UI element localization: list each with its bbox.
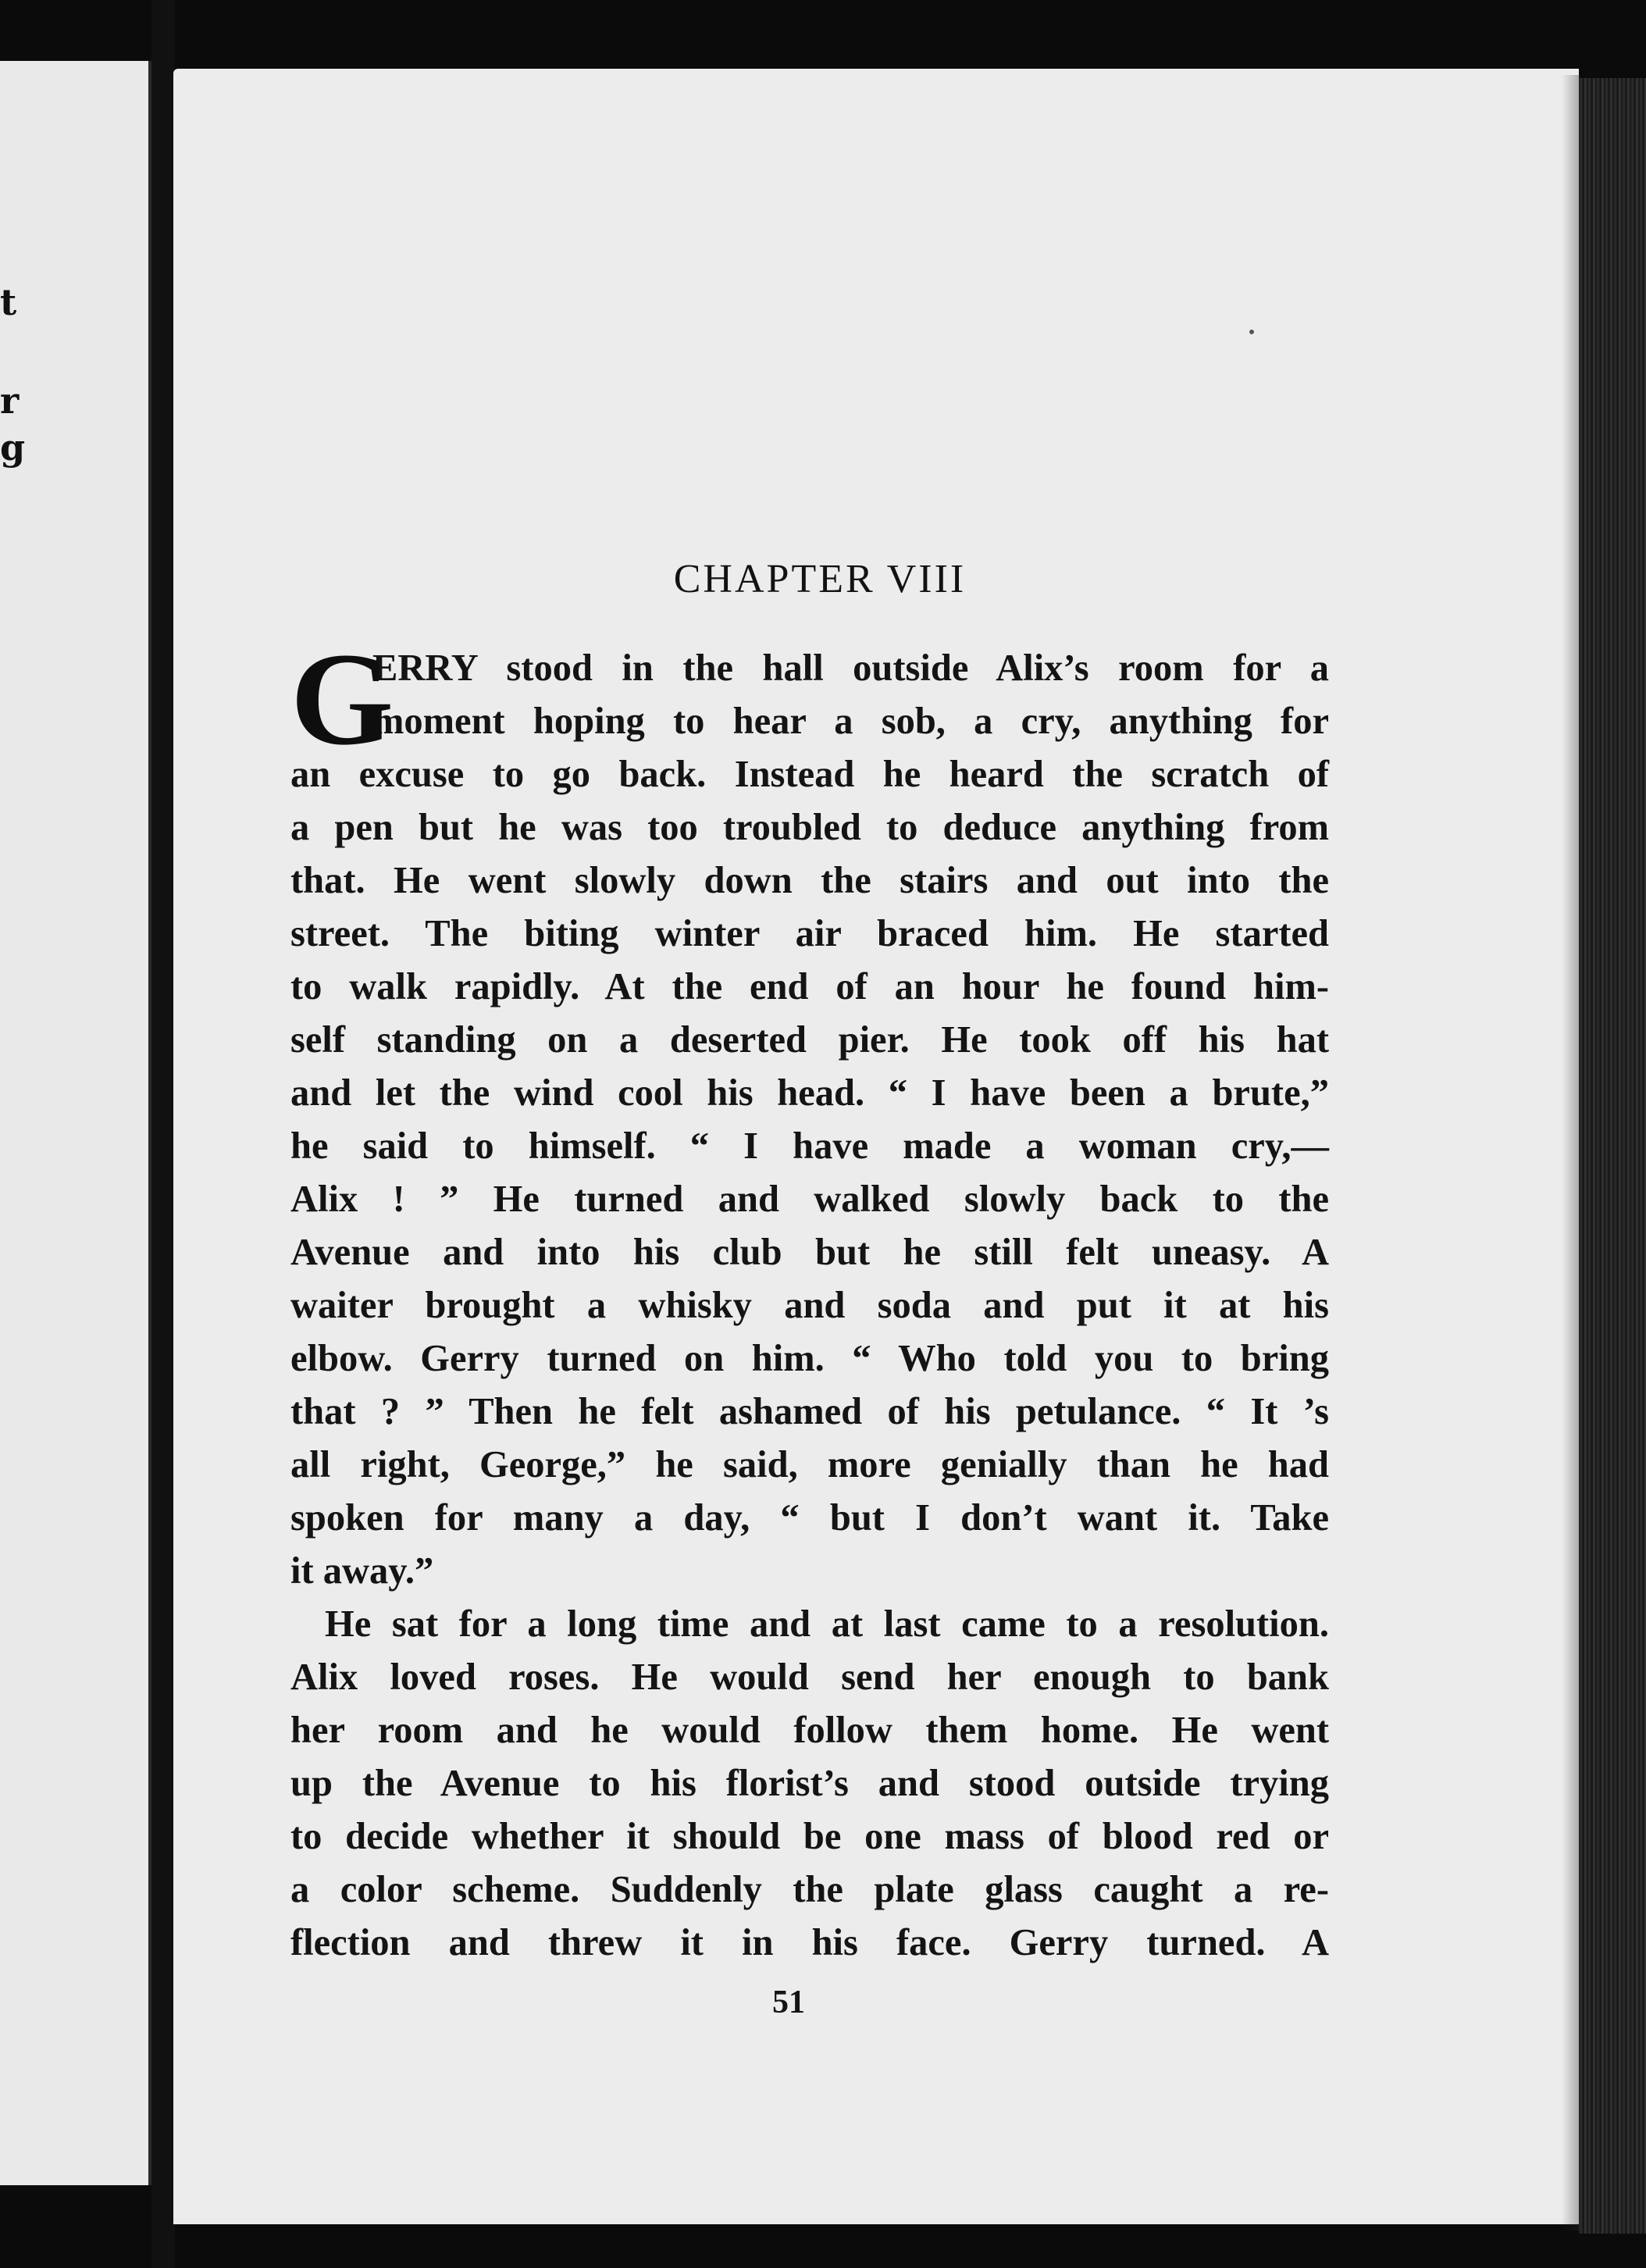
book-gutter: [151, 0, 175, 2268]
text-line: that ? ” Then he felt ashamed of his petulance. “ It ’s: [290, 1391, 1329, 1432]
text-line: an excuse to go back. Instead he heard the scratch of: [290, 754, 1329, 795]
text-line: elbow. Gerry turned on him. “ Who told you to bring: [290, 1338, 1329, 1379]
text-line: all right, George,” he said, more genially than he had: [290, 1444, 1329, 1485]
text-line: to decide whether it should be one mass of blood red or: [290, 1816, 1329, 1857]
text-line: flection and threw it in his face. Gerry turned. A: [290, 1922, 1329, 1963]
text-line: and let the wind cool his head. “ I have been a brute,”: [290, 1072, 1329, 1114]
text-line: Avenue and into his club but he still felt uneasy. A: [290, 1232, 1329, 1273]
text-line: to walk rapidly. At the end of an hour he found him-: [290, 966, 1329, 1007]
text-line: spoken for many a day, “ but I don’t want it. Take: [290, 1497, 1329, 1539]
text-line: that. He went slowly down the stairs and out into the: [290, 860, 1329, 901]
text-line: self standing on a deserted pier. He took off his hat: [290, 1019, 1329, 1061]
text-line: her room and he would follow them home. He went: [290, 1710, 1329, 1751]
paragraph-2: [290, 1598, 1329, 1970]
page-number: 51: [772, 1984, 805, 2020]
text-line: Alix ! ” He turned and walked slowly back to the: [290, 1179, 1329, 1220]
text-line: moment hoping to hear a sob, a cry, anything for: [372, 701, 1329, 742]
text-line: up the Avenue to his florist’s and stood outside trying: [290, 1763, 1329, 1804]
text-line: He sat for a long time and at last came to a resolution.: [325, 1603, 1329, 1645]
previous-page-fragment: t: [0, 281, 17, 323]
page-edge-shadow: [1562, 75, 1580, 2231]
scan-speck: [1249, 330, 1254, 334]
text-line: he said to himself. “ I have made a woman cry,—: [290, 1125, 1329, 1167]
previous-page-fragment: r: [0, 380, 20, 422]
text-line: waiter brought a whisky and soda and put it at his: [290, 1285, 1329, 1326]
text-line: it away.”: [290, 1550, 434, 1592]
previous-page-edge: [0, 61, 151, 2185]
chapter-title: CHAPTER VIII: [673, 557, 967, 601]
text-line: street. The biting winter air braced him. He started: [290, 913, 1329, 954]
text-line: ERRY stood in the hall outside Alix’s room for a: [372, 647, 1329, 689]
previous-page-fragment: g: [0, 426, 26, 469]
drop-cap: G: [290, 626, 394, 772]
text-line: a pen but he was too troubled to deduce anything from: [290, 807, 1329, 848]
text-line: Alix loved roses. He would send her enough to bank: [290, 1656, 1329, 1698]
body-text: [290, 626, 1329, 1970]
text-line: a color scheme. Suddenly the plate glass caught a re-: [290, 1869, 1329, 1910]
paragraph-1: [290, 626, 1329, 1598]
page-edges: [1579, 78, 1646, 2234]
